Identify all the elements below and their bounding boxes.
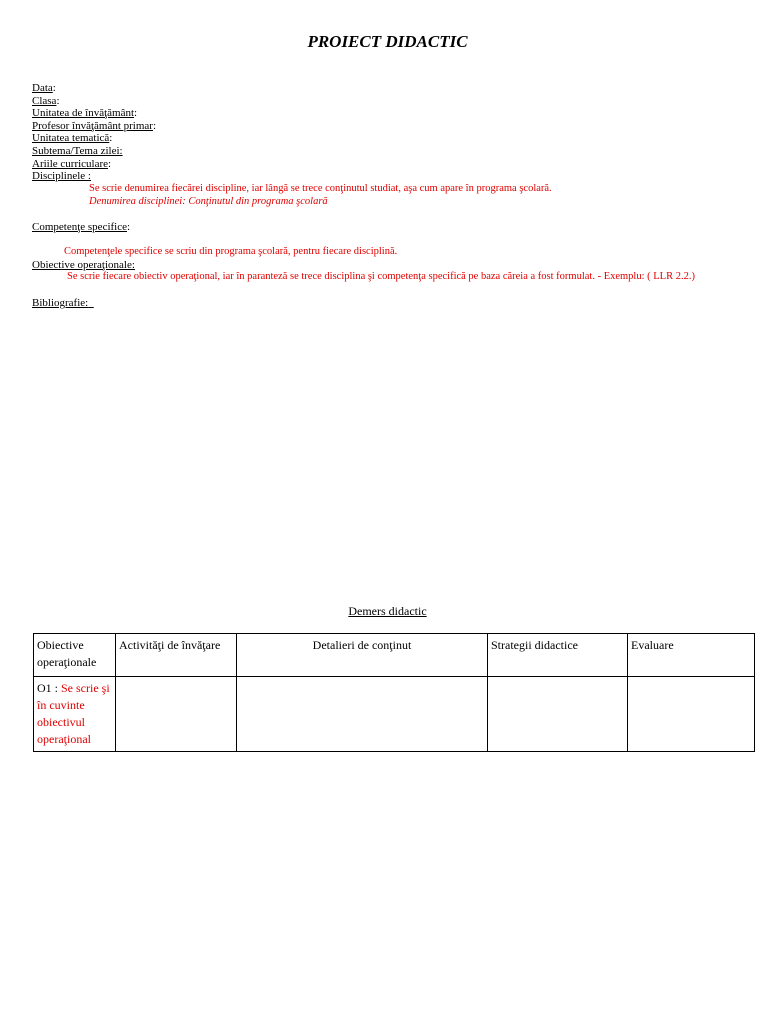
objective-code: O1 : <box>37 681 61 695</box>
field-clasa: Clasa: <box>32 94 60 107</box>
header-detalieri: Detalieri de conţinut <box>237 634 488 677</box>
demers-table <box>33 633 755 752</box>
competente-note: Competenţele specifice se scriu din programa şcolară, pentru fiecare disciplină. <box>64 246 398 257</box>
field-subtema <box>32 145 156 158</box>
header-strategii: Strategii didactice <box>488 634 628 677</box>
header-evaluare: Evaluare <box>628 634 755 677</box>
objective-text: Se scrie şi în cuvinte obiectivul operaţional <box>37 681 110 746</box>
cell-obiectiv <box>34 677 116 752</box>
field-profesor: Profesor învăţământ primar: <box>32 119 157 132</box>
field-profesor-label: Profesor învăţământ primar <box>32 119 153 132</box>
header-obiective: Obiective operaţionale <box>34 634 116 677</box>
obiective-note: Se scrie fiecare obiectiv operaţional, iar în paranteză se trece disciplina şi competenţa specifică pe baza căreia a fost formulat. - Exemplu: ( LLR 2.2.) <box>67 271 695 282</box>
cell-activitati <box>116 677 237 752</box>
field-unitatea-tematica: Unitatea tematică: <box>32 132 113 145</box>
field-subtema-label: Subtema/Tema zilei: <box>32 144 123 157</box>
disciplinele-example: Denumirea disciplinei: Conţinutul din programa şcolară <box>89 196 328 207</box>
competente-label: Competenţe specifice: <box>32 221 131 233</box>
field-unitatea-tematica-label: Unitatea tematică <box>32 132 110 145</box>
field-unitatea-invatamant: Unitatea de învăţământ: <box>32 107 138 120</box>
field-unitatea-invatamant-label: Unitatea de învăţământ <box>32 107 135 120</box>
table-row <box>34 677 755 752</box>
field-data-label: Data <box>32 82 53 94</box>
cell-detalieri <box>237 677 488 752</box>
table-header-row <box>34 634 755 677</box>
cell-strategii <box>488 677 628 752</box>
header-activitati: Activităţi de învăţare <box>116 634 237 677</box>
field-ariile-label: Ariile curriculare <box>32 157 109 170</box>
disciplinele-note: Se scrie denumirea fiecărei discipline, iar lângă se trece conţinutul studiat, aşa cum apare în programa şcolară. <box>89 183 552 194</box>
field-disciplinele-label: Disciplinele : <box>32 170 91 183</box>
field-disciplinele <box>32 170 156 183</box>
field-clasa-label: Clasa <box>32 94 57 107</box>
demers-title: Demers didactic <box>348 604 427 618</box>
field-data: Data: <box>32 82 56 94</box>
field-ariile: Ariile curriculare: <box>32 157 112 170</box>
bibliografie-label: Bibliografie: <box>32 297 89 309</box>
cell-evaluare <box>628 677 755 752</box>
page-title: PROIECT DIDACTIC <box>307 32 468 51</box>
obiective-label: Obiective operaţionale: <box>32 259 135 271</box>
project-fields <box>32 82 156 183</box>
